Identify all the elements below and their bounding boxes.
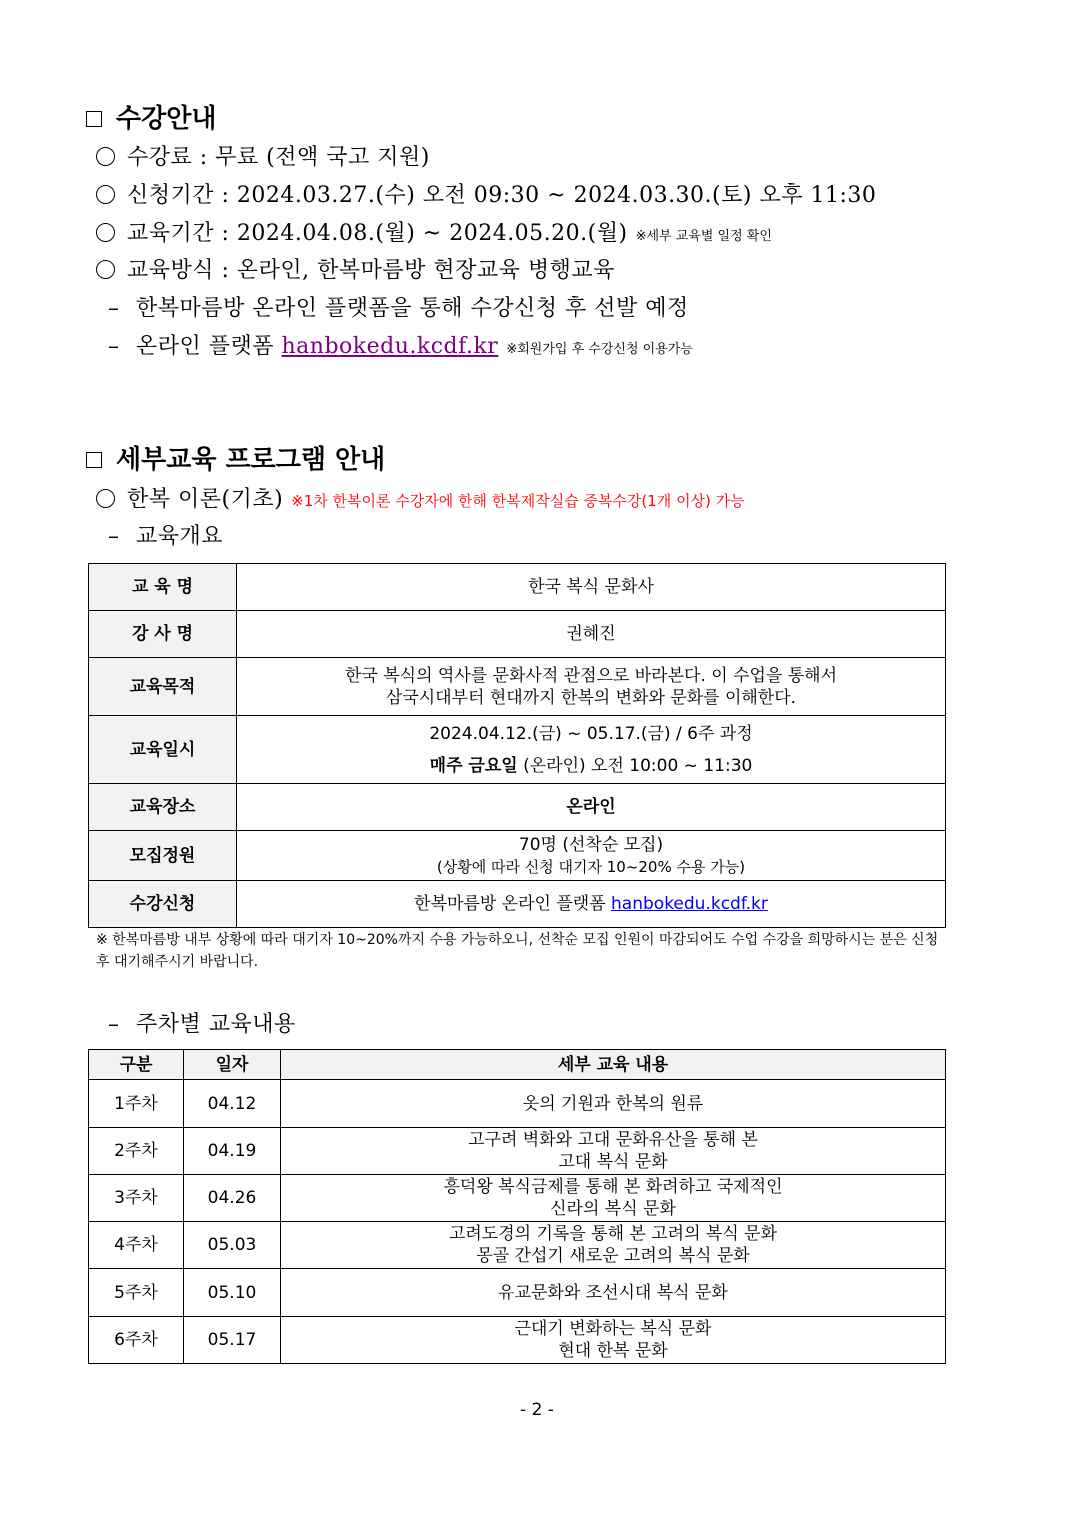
row-value: 온라인 bbox=[237, 784, 946, 831]
content-cell bbox=[281, 1222, 946, 1269]
circle-bullet-icon bbox=[96, 489, 115, 508]
dash-bullet: – bbox=[108, 334, 120, 359]
row-value bbox=[237, 831, 946, 881]
date-cell: 05.17 bbox=[184, 1317, 281, 1364]
week-cell: 4주차 bbox=[89, 1222, 184, 1269]
date-cell: 05.03 bbox=[184, 1222, 281, 1269]
circle-bullet-icon bbox=[96, 223, 115, 242]
content-line: 근대기 변화하는 복식 문화 bbox=[514, 1319, 712, 1339]
value-text: 한복마름방 온라인 플랫폼 bbox=[414, 894, 606, 914]
table-row bbox=[89, 1080, 946, 1128]
checkbox-square-icon bbox=[86, 452, 102, 468]
section-title: 수강안내 bbox=[116, 104, 217, 134]
content-line: 고구려 벽화와 고대 문화유산을 통해 본 bbox=[468, 1130, 758, 1150]
content-line: 흥덕왕 복식금제를 통해 본 화려하고 국제적인 bbox=[443, 1177, 783, 1197]
date-cell: 05.10 bbox=[184, 1269, 281, 1317]
edu-period-note: ※세부 교육별 일정 확인 bbox=[635, 229, 772, 244]
content-line: 고려도경의 기록을 통해 본 고려의 복식 문화 bbox=[448, 1224, 778, 1244]
table-row bbox=[89, 716, 946, 784]
fee-line bbox=[96, 143, 430, 173]
method-sub2-line bbox=[108, 332, 693, 365]
value-line: 70명 (선착순 모집) bbox=[518, 834, 664, 855]
content-line: 신라의 복식 문화 bbox=[550, 1199, 676, 1219]
row-value bbox=[237, 658, 946, 716]
date-cell: 04.19 bbox=[184, 1128, 281, 1175]
method-sub1-text: 한복마름방 온라인 플랫폼을 통해 수강신청 후 선발 예정 bbox=[136, 296, 689, 321]
method-text: 교육방식 : 온라인, 한복마름방 현장교육 병행교육 bbox=[127, 258, 615, 283]
table-row bbox=[89, 564, 946, 611]
value-bold: 매주 금요일 bbox=[429, 755, 518, 776]
dash-bullet: – bbox=[108, 524, 120, 549]
checkbox-square-icon bbox=[86, 111, 102, 127]
apply-period-line bbox=[96, 181, 876, 211]
dash-bullet: – bbox=[108, 1012, 120, 1037]
overview-label: 교육개요 bbox=[136, 524, 224, 549]
content-cell bbox=[281, 1269, 946, 1317]
value-line bbox=[243, 755, 939, 777]
content-line: 유교문화와 조선시대 복식 문화 bbox=[498, 1282, 728, 1303]
page-number: - 2 - bbox=[520, 1400, 554, 1420]
circle-bullet-icon bbox=[96, 260, 115, 279]
weekly-label-line bbox=[108, 1010, 296, 1040]
content-cell bbox=[281, 1317, 946, 1364]
platform-link[interactable]: hanbokedu.kcdf.kr bbox=[611, 894, 768, 914]
content-cell bbox=[281, 1128, 946, 1175]
value-line: 2024.04.12.(금) ~ 05.17.(금) / 6주 과정 bbox=[429, 723, 753, 744]
table-header-row bbox=[89, 1050, 946, 1080]
content-cell bbox=[281, 1175, 946, 1222]
weekly-label: 주차별 교육내용 bbox=[136, 1012, 296, 1037]
table-row bbox=[89, 831, 946, 881]
row-label: 교육일시 bbox=[89, 716, 237, 784]
col-header-week: 구분 bbox=[89, 1050, 184, 1080]
date-cell: 04.26 bbox=[184, 1175, 281, 1222]
section-heading-program bbox=[86, 444, 385, 476]
row-label: 모집정원 bbox=[89, 831, 237, 881]
platform-link[interactable]: hanbokedu.kcdf.kr bbox=[281, 334, 499, 359]
waitlist-note: ※ 한복마름방 내부 상황에 따라 대기자 10~20%까지 수용 가능하오니, 선착순 모집 인원이 마감되어도 수업 수강을 희망하시는 분은 신청 후 대기해주시기 바랍니다. bbox=[96, 932, 939, 970]
table-row bbox=[89, 1269, 946, 1317]
content-cell bbox=[281, 1080, 946, 1128]
method-sub2-text: 온라인 플랫폼 bbox=[136, 334, 275, 359]
circle-bullet-icon bbox=[96, 185, 115, 204]
method-sub1-line bbox=[108, 294, 689, 324]
content-line: 몽골 간섭기 새로운 고려의 복식 문화 bbox=[476, 1246, 750, 1266]
section-title: 세부교육 프로그램 안내 bbox=[116, 445, 386, 475]
content-line: 고대 복식 문화 bbox=[558, 1152, 668, 1172]
method-sub2-note: ※회원가입 후 수강신청 이용가능 bbox=[506, 342, 693, 357]
course-note: ※1차 한복이론 수강자에 한해 한복제작실습 중복수강(1개 이상) 가능 bbox=[291, 492, 745, 510]
row-label: 강 사 명 bbox=[89, 611, 237, 658]
apply-period-text: 신청기간 : 2024.03.27.(수) 오전 09:30 ~ 2024.03.30.(토) 오후 11:30 bbox=[127, 183, 877, 208]
value-line: 삼국시대부터 현대까지 한복의 변화와 문화를 이해한다. bbox=[385, 687, 797, 708]
week-cell: 3주차 bbox=[89, 1175, 184, 1222]
col-header-date: 일자 bbox=[184, 1050, 281, 1080]
content-line: 옷의 기원과 한복의 원류 bbox=[522, 1093, 704, 1114]
table-row bbox=[89, 1175, 946, 1222]
table-row bbox=[89, 1128, 946, 1175]
weekly-table bbox=[88, 1049, 946, 1364]
row-value bbox=[237, 881, 946, 928]
table-row bbox=[89, 1317, 946, 1364]
week-cell: 6주차 bbox=[89, 1317, 184, 1364]
edu-period-line bbox=[96, 219, 772, 252]
edu-period-text: 교육기간 : 2024.04.08.(월) ~ 2024.05.20.(월) bbox=[127, 221, 628, 246]
table-row bbox=[89, 611, 946, 658]
week-cell: 1주차 bbox=[89, 1080, 184, 1128]
row-label: 교육목적 bbox=[89, 658, 237, 716]
col-header-content: 세부 교육 내용 bbox=[281, 1050, 946, 1080]
overview-label-line bbox=[108, 522, 223, 552]
value-rest: (온라인) 오전 10:00 ~ 11:30 bbox=[523, 755, 753, 776]
row-value: 권혜진 bbox=[237, 611, 946, 658]
row-label: 교 육 명 bbox=[89, 564, 237, 611]
course-line bbox=[96, 485, 745, 516]
content-line: 현대 한복 문화 bbox=[558, 1341, 668, 1361]
course-title: 한복 이론(기초) bbox=[127, 487, 284, 512]
overview-table bbox=[88, 563, 946, 928]
section-heading-enrollment bbox=[86, 103, 216, 135]
table-row bbox=[89, 784, 946, 831]
value-line: (상황에 따라 신청 대기자 10~20% 수용 가능) bbox=[436, 857, 746, 876]
row-label: 교육장소 bbox=[89, 784, 237, 831]
week-cell: 2주차 bbox=[89, 1128, 184, 1175]
row-value bbox=[237, 716, 946, 784]
table-row bbox=[89, 1222, 946, 1269]
row-value: 한국 복식 문화사 bbox=[237, 564, 946, 611]
method-line bbox=[96, 256, 615, 286]
value-line: 한국 복식의 역사를 문화사적 관점으로 바라본다. 이 수업을 통해서 bbox=[344, 665, 838, 686]
table-row bbox=[89, 658, 946, 716]
table-row bbox=[89, 881, 946, 928]
circle-bullet-icon bbox=[96, 147, 115, 166]
row-label: 수강신청 bbox=[89, 881, 237, 928]
week-cell: 5주차 bbox=[89, 1269, 184, 1317]
fee-text: 수강료 : 무료 (전액 국고 지원) bbox=[127, 145, 430, 170]
date-cell: 04.12 bbox=[184, 1080, 281, 1128]
dash-bullet: – bbox=[108, 296, 120, 321]
